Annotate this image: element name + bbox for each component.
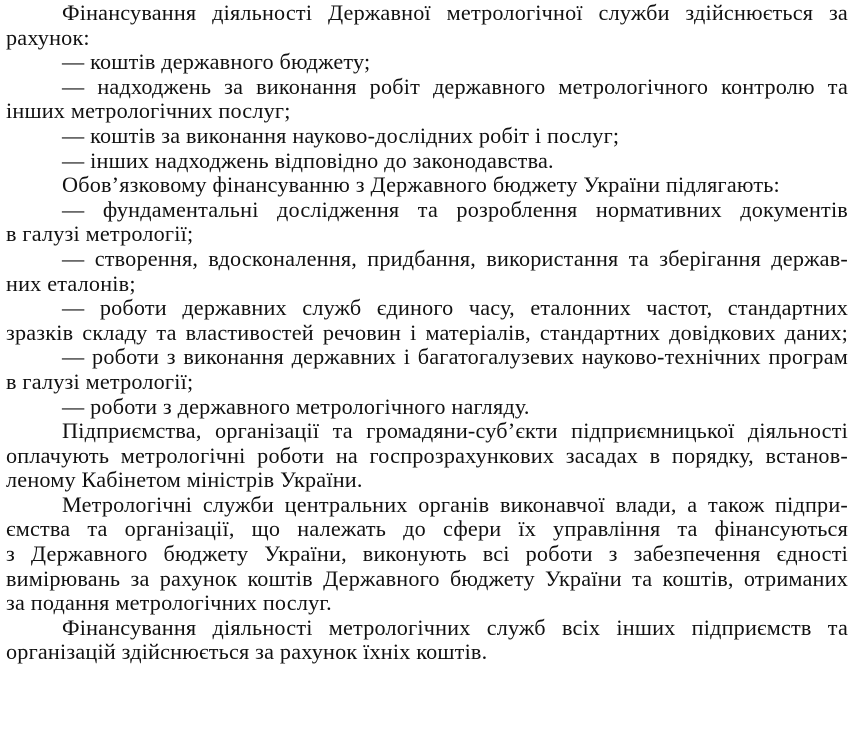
text-line: за подання метрологічних послуг. — [6, 590, 332, 616]
text-line: ємства та організації, що належать до сфери їх управління та фінансуються — [6, 516, 848, 542]
text-line: — роботи з державного метрологічного нагляду. — [62, 393, 530, 419]
text-line: — коштів державного бюджету; — [62, 49, 371, 75]
text-line: — фундаментальні дослідження та розроблення нормативних документів — [62, 196, 848, 222]
text-line: — роботи з виконання державних і багатогалузевих науково-технічних програм — [62, 344, 848, 370]
text-line: Метрологічні служби центральних органів виконавчої влади, а також підпри- — [62, 491, 848, 517]
text-line: інших метрологічних послуг; — [6, 98, 291, 124]
text-line: Підприємства, організації та громадяни-суб’єкти підприємницької діяльності — [62, 418, 848, 444]
text-line: них еталонів; — [6, 270, 136, 296]
text-line: — створення, вдосконалення, придбання, використання та зберігання держав- — [62, 245, 848, 271]
text-line: Фінансування діяльності метрологічних служб всіх інших підприємств та — [62, 614, 848, 640]
text-line: — коштів за виконання науково-дослідних робіт і послуг; — [62, 122, 620, 148]
text-line: — надходжень за виконання робіт державного метрологічного контролю та — [62, 73, 848, 99]
text-line: леному Кабінетом міністрів України. — [6, 467, 363, 493]
text-line: зразків складу та властивостей речовин і матеріалів, стандартних довідкових даних; — [6, 319, 848, 345]
text-line: — інших надходжень відповідно до законодавства. — [62, 147, 554, 173]
text-line: з Державного бюджету України, виконують всі роботи з забезпечення єдності — [6, 541, 848, 567]
text-line: рахунок: — [6, 24, 90, 50]
text-line: організацій здійснюється за рахунок їхніх коштів. — [6, 639, 488, 665]
text-line: вимірювань за рахунок коштів Державного бюджету України та коштів, отриманих — [6, 565, 848, 591]
text-line: в галузі метрології; — [6, 221, 194, 247]
text-line: в галузі метрології; — [6, 368, 194, 394]
text-line: Обов’язковому фінансуванню з Державного бюджету України підлягають: — [62, 172, 780, 198]
text-line: — роботи державних служб єдиного часу, еталонних частот, стандартних — [62, 295, 848, 321]
document-text — [6, 1, 848, 665]
text-line: оплачують метрологічні роботи на госпрозрахункових засадах в порядку, встанов- — [6, 442, 848, 468]
text-line: Фінансування діяльності Державної метрологічної служби здійснюється за — [62, 0, 848, 25]
